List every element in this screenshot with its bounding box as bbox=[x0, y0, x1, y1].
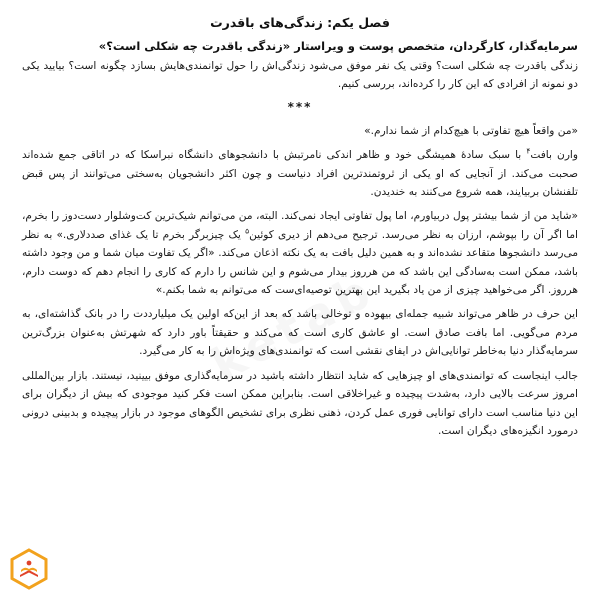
footnote-marker[interactable]: ۴ bbox=[526, 146, 531, 156]
footnote-marker[interactable]: ۵ bbox=[245, 226, 250, 236]
buffett-text-rest: با سبک سادهٔ همیشگی خود و ظاهر اندکی نامرتبش با دانشجوهای دانشگاه نبراسکا که در اتاقی جمع شده‌اند صحبت می‌کند. از آنجایی که او یکی از ثروتمندترین افراد دنیاست و چون اکثر دانشجویان به‌سختی می‌توانند از پس قبض تلفنشان بربیایند، همه شروع می‌کنند به خندیدن. bbox=[22, 149, 578, 199]
quote-paragraph: «من واقعاً هیچ تفاوتی با هیچ‌کدام از شما ندارم.» bbox=[364, 124, 578, 137]
intro-paragraph: زندگی باقدرت چه شکلی است؟ وقتی یک نفر موفق می‌شود زندگی‌اش را حول توانمندی‌هایش بسازد چگونه است؟ بیایید یکی دو نمونه از افرادی که این کار را کرده‌اند، بررسی کنیم. bbox=[22, 60, 578, 91]
truth-paragraph: این حرف در ظاهر می‌تواند شبیه جمله‌ای بیهوده و توخالی باشد که بعد از این‌که اولین یک میلیارددت را در بانک گذاشته‌ای، به مردم می‌گویی. اما بافت صادق است. او عاشق کاری است که می‌کند و حقیقتاً باور دارد که شهرتش به‌عنوان بزرگ‌ترین سرمایه‌گذار دنیا به‌خاطر توانایی‌اش در ایفای نقشی است که توانمندی‌های ویژه‌اش را به کار می‌گیرد. bbox=[22, 308, 578, 358]
chapter-title: فصل یکم: زندگی‌های باقدرت bbox=[210, 15, 390, 30]
interesting-paragraph: جالب اینجاست که توانمندی‌های او چیزهایی که شاید انتظار داشته باشید در سرمایه‌گذاری موفق بیینید، نیستند. بازار بین‌المللی امروز سرعت بالایی دارد، به‌شدت پیچیده و غیراخلاقی است. بنابراین ممکن است فکر کنید موجودی که بیش از دیگران برای این دنیا مناسب است دارای توانایی فوری عمل کردن، ذهنی نظری برای تشخیص الگوهای موجود در بازار پیچیده و بدبینی درونی درمورد انگیزه‌های دیگران است. bbox=[22, 369, 578, 437]
money-text-rest: یک چیزبرگر بخرم تا یک غذای صددلاری.» به نظر می‌رسد دانشجوها متقاعد نشده‌اند و به همین دلیل بافت به یک نکته اذعان می‌کند. «اگر یک تفاوت میان شما و من وجود داشته باشد، ممکن است به‌سادگی این باشد که من هرروز بیدار می‌شوم و این شانس را دارم که کاری را انجام دهم که دوست دارم، هرروز. اگر می‌خواهید چیزی از من یاد بگیرید این بهترین توصیه‌ای‌ست که می‌توانم به شما بکنم.» bbox=[22, 228, 578, 297]
money-text-start: «شاید من از شما بیشتر پول دربیاورم، اما پول تفاوتی ایجاد نمی‌کند. البته، من می‌توانم شیک‌ترین کت‌وشلوار دست‌دوز را بخرم، اما اگر آن را بپوشم، ارزان به نظر می‌رسد. ترجیح می‌دهم از دیری کوئین bbox=[22, 210, 578, 241]
publisher-logo-icon bbox=[8, 548, 50, 590]
document-page bbox=[22, 14, 578, 594]
money-paragraph bbox=[22, 207, 578, 299]
buffett-paragraph bbox=[22, 146, 578, 201]
subtitle: سرمایه‌گذار، کارگردان، متخصص پوست و ویراستار «زندگی باقدرت چه شکلی است؟» bbox=[98, 39, 578, 53]
buffett-text-start: وارن بافت bbox=[530, 149, 578, 162]
section-separator: *** bbox=[287, 99, 313, 114]
